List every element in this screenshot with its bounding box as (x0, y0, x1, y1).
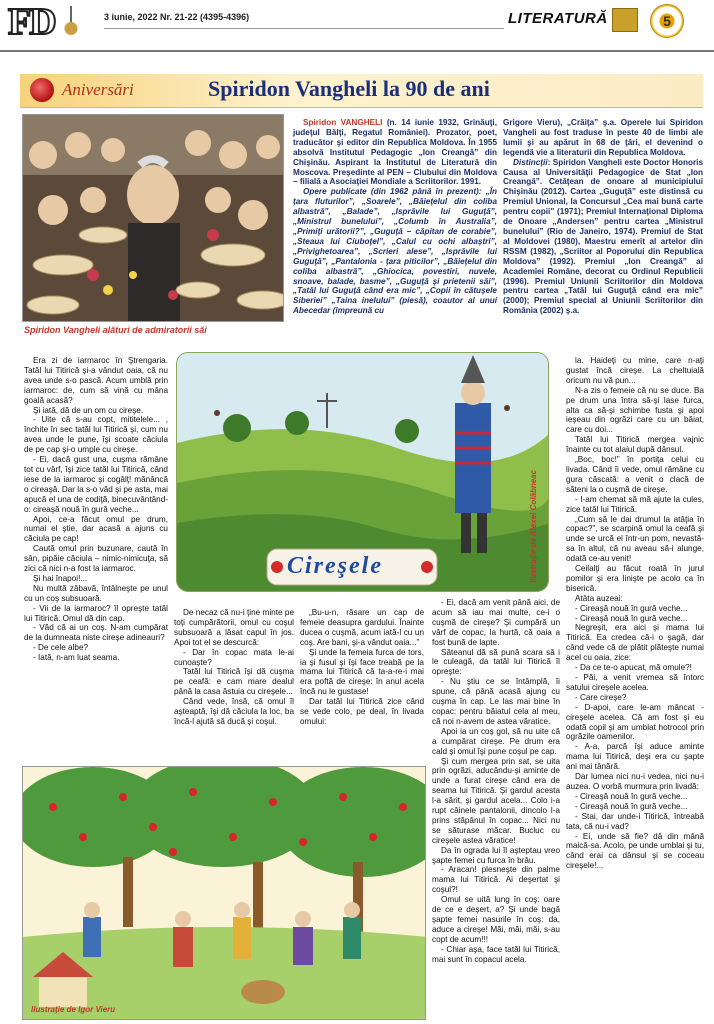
story-paragraph: Omul se uită lung în coş: oare de ce e deşert, a? Şi unde bagă şapte femei nasurile în coş: da, aduce a cireşe! Măi, măi, măi, s-au copt de acum!!! (432, 895, 560, 944)
story-paragraph: - Nu ştiu ce se întâmplă, îi spune, că până acasă ajung cu cuşma în cap. Le las mai bine în copac: pentru băiatul cela al meu, că noi n-avem de astea văratice. (432, 677, 560, 726)
story-paragraph: - Văd că ai un coş. N-am cumpărat de la dumneata niste cireşe adineauri? (24, 623, 168, 643)
awards-label: Distincţii (513, 157, 548, 167)
story-column-1 (24, 356, 168, 760)
ink-drop-icon (64, 6, 78, 36)
story-paragraph: - Cireaşă nouă în gură veche... (575, 791, 688, 801)
orchard-illustration (22, 766, 426, 1020)
illustration2-credit: Ilustraţie de Igor Vieru (31, 1005, 116, 1014)
story-paragraph: la. Haideţi cu mine, care n-aţi gustat încă cireşe. La cheltuială oricum nu vă pun... (566, 356, 704, 385)
article-title: Spiridon Vangheli la 90 de ani (208, 76, 490, 101)
story-paragraph: Dar tatăl lui Titirică zice când se vede colo, pe deal, în livada omului: (300, 697, 424, 726)
story-paragraph: Negreşit, era aici şi mama lui Titirică. Ea credea că-i o şagă, dar când vede că de plătit plăteşte numai acel cu oaia, zice: (566, 623, 704, 663)
illustration1-credit: Ilustraţie de Alexei Colâbneac (529, 469, 538, 583)
bio-column-2 (503, 118, 703, 316)
story-paragraph: „Bu-u-n, răsare un cap de femeie deasupra gardului. Înainte ducea o cuşmă, acum iată-l cu un coş. Are bani, şi-a vândut oaia...” (300, 608, 424, 647)
story-paragraph: Da în ograda lui îl aşteptau vreo şapte femei cu furca în brâu. (432, 845, 560, 865)
newspaper-logo: FD (8, 1, 55, 43)
bio-intro: (n. 14 iunie 1932, Grinăuţi, judeţul Bălţi, Regatul României). Prozator, poet, traducător şi editor din Republica Moldova. În 1955 absolvă Institutul Pedagogic „Ion Creangă” din Chişinău. Aspirant la Institutul de Literatură din Moscova. Preşedinte al PEN – Clubului din Moldova – filială a Asociaţiei Mondiale a Scriitorilor. 1991. (293, 118, 497, 187)
story-paragraph: - Păi, a venit vremea să întorc satului cireşele acelea. (566, 673, 704, 692)
story-paragraph: Atâta auzeai: (575, 593, 623, 603)
story-paragraph: - D-apoi, care le-am mâncat - cireşele acelea. Că am fost şi eu odată copil şi am umblat hotrocol prin ogrăzile oamenilor. (566, 702, 704, 742)
story-paragraph: - I-am chemat să mă ajute la cules, zice tatăl lui Titirică. (566, 494, 704, 514)
story-paragraph: Ceilalţi au făcut roată în jurul pomilor şi era linişte pe acolo ca în biserică. (566, 564, 704, 593)
photo-caption: Spiridon Vangheli alături de admiratorii săi (24, 325, 207, 335)
story-paragraph: „Cum să le dai drumul la atâţia în copac?”, se scarpină omul la ceafă şi unde se urcă el într-un pom, nevastă-sa în altul, că nu aveau să-i alunge, odată ce-au venit! (566, 514, 704, 564)
story-paragraph: Caută omul prin buzunare, caută în sân, pipăie căciula – nimic-nimicuţa, să zici că nici n-a fost la iarmaroc. (24, 544, 168, 574)
story-paragraph: Şi unde la femeia furca de tors, ia şi fusul şi îşi face treabă pe la mama lui Titirică că ta-a-re-i mai era poftă de cireşe: în anul acela încă nu le gustase! (300, 647, 424, 697)
story-paragraph: Dar lumea nici nu-i vedea, nici nu-i auzea. O vorbă murmura prin livadă: (566, 772, 704, 791)
illustration-title: Cireşele (287, 553, 383, 579)
story-paragraph: - Uite că s-au copt, mititelele... , închite în sec tatăl lui Titirică şi, cum nu avea unde le pune, îşi scoate căciula de pe cap şi-o umple cu cireşe. (24, 415, 168, 455)
story-paragraph: - A-a, parcă îşi aduce aminte mama lui Titirică, deşi era cu şapte ani mai tânără. (566, 742, 704, 772)
awards-text: : Spiridon Vangheli este Doctor Honoris Causa al Universităţii Pedagogice de Stat „Ion Creangă”. Cetăţean de onoare al municipiului Chişinău (2012). Cartea „Guguţă” este distinsă cu Premiul Unional, la Concursul „Cea mai bună carte pentru copii” (1971); Premiul Internaţional Diploma de Onoare „Andersen” pentru cartea „Ministrul bunelului” (Rio de Janeiro, 1974). Premiul de Stat al Moldovei (1980), Maestru emerit al artelor din RSSM (1982), „Scriitor al Poporului din Republica Moldova” (1992). Premiul „Ion Creangă” al Academiei Române, decorat cu Ordinul Republicii (1996). Premiul Uniunii Scriitorilor din Moldova pentru cartea „Tatăl lui Guguţă când era mic” (2000); Premiul special al Uniunii Scriitorilor din România (2002) ş.a. (503, 157, 703, 316)
crowd-photo-graphic (23, 115, 284, 322)
story-paragraph: De necaz că nu-i ţine minte pe toţi cumpărătorii, omul cu coşul subsuoară a lăsat capul în jos. Apoi tot el se descurcă: (174, 608, 294, 647)
story-paragraph: Săteanul dă să pună scara să i le culeagă, da tatăl lui Titirică îl opreşte: (432, 647, 560, 677)
story-paragraph: - Dar în copac mata le-ai cunoaşte? (174, 647, 294, 667)
story-paragraph: - Ei, dacă gust una, cuşma rămâne tot cu vârf, îşi zice tatăl lui Titirică, când iese de la iarmaroc şi cogâlţ! mănâncă o cireaşă. Dar la s-o văd şi pe asta, mai apucă el una de codiţă, binecuvântând-o: cireaşă nouă în gură veche... (24, 455, 168, 514)
story-paragraph: - Cireaşă nouă în gură veche... (575, 603, 688, 613)
story-paragraph: - Cireaşă nouă în gură veche... (575, 801, 688, 811)
story-paragraph: - Da ce te-o apucat, mă omule?! (575, 663, 692, 673)
story-paragraph: Era zi de iarmaroc în Ştrengaria. Tatăl lui Titirică şi-a vândut oaia, că nu avea unde s-o pască. Acum umblă prin iarmaroc: de, cum să vină cu mâna goală acasă? (24, 356, 168, 405)
story-column-5 (566, 356, 704, 1020)
gold-square-icon (612, 8, 638, 32)
page-number-badge (650, 4, 684, 38)
bio-column-1 (293, 118, 497, 316)
story-paragraph: - Vii de la iarmaroc? îl opreşte tatăl lui Titirică. Omul dă din cap. (24, 603, 168, 623)
issue-date: 3 iunie, 2022 Nr. 21-22 (4395-4396) (104, 12, 250, 22)
story-paragraph: Şi cum mergea prin sat, se uita prin ogrăzi, aducându-şi aminte de unde a furat cireşe când era de seama lui Titirică. Şi gardul acesta l-a sărit, şi gardul acela... Colo i-a rupt câinele pantalonii, dincolo l-a prins stăpânul în copac... Nici nu se săturase măcar. Bucluc cu cireşele astea văratice! (432, 756, 560, 845)
author-name: Spiridon VANGHELI (303, 118, 383, 127)
story-column-4 (432, 598, 560, 1020)
story-paragraph: - Cireaşă nouă în gură veche... (575, 613, 688, 623)
works-list: (din 1962 până în prezent): „În ţara fluturilor”, „Soarele”, „Băieţelul din coliba albastră”, „Balade”, „Isprăvile lui Guguţă”, „Ministrul bunelului”, „Columb în Australia”, „Primiţi urătorii?”, „Guguţă – căpitan de corabie”, „Steaua lui Ciuboţel”, „Calul cu ochi albaştri”, „Privighetoarea”, „Scrieri alese”, „Isprăvile lui Guguţă”, „Pantalonia - ţara piticilor”, „Băieţelul din coliba albastră”, „Ghiocica, povestiri, nuvele, snoave, balade, basme”, „Guguţă şi prietenii săi”, „Tatăl lui Guguţă când era mic”, „Copii în cătuşele Siberiei” „Taina inelului” (piesă), coautor al unui Abecedar (împreună cu (293, 187, 497, 316)
story-paragraph: - Aracan! plesneşte din palme mama lui Titirică. Ai deşertat şi coşul?! (432, 865, 560, 895)
page-number: 5 (663, 13, 671, 29)
works-label: Opere publicate (303, 187, 367, 197)
story-column-2 (174, 608, 294, 762)
cherries-illustration (176, 352, 549, 592)
story-paragraph: Şi iată, dă de un om cu cireşe. (33, 405, 144, 415)
story-paragraph: Când vede, însă, că omul îl aşteaptă, îşi dă căciula la loc, ba încă-l ajută să ducă şi coşul. (174, 697, 294, 726)
story-paragraph: Tatăl lui Titirică mergea vajnic înainte cu tot alaiul după dânsul. (566, 435, 704, 455)
header-rule (104, 28, 504, 29)
article-banner (20, 74, 703, 108)
story-paragraph: Tatăl lui Titirică îşi dă cuşma pe ceafă: e cam mare dealul până la casa ăstuia cu cireşele... (174, 667, 294, 697)
story-paragraph: Nu multă zăbavă, întâlneşte pe unul cu un coş subsuoară. (24, 583, 168, 603)
story-paragraph: - De cele albe? (33, 643, 89, 653)
story-column-3 (300, 608, 424, 762)
story-paragraph: Apoi ia un coş gol, să nu uite că a cumpărat cireşe. Pe drum era cald şi omul îşi pune coşul pe cap. (432, 726, 560, 756)
story-paragraph: - Ei, dacă am venit până aici, de acum să iau mai multe, ce-i o cuşmă de cireşe? Şi cumpără un vârf de copac, la hurtă, că oaia a fost bună de lapte. (432, 598, 560, 647)
author-photo (22, 114, 284, 322)
page-header (0, 0, 714, 52)
story-paragraph: Apoi, ce-a făcut omul pe drum, numai el ştie, dar acasă a ajuns cu căciula pe cap! (24, 514, 168, 544)
story-paragraph: - Stai, dar unde-i Titirică, întreabă tata, că nu-i vad? (566, 811, 704, 831)
story-paragraph: N-a zis o femeie că nu se duce. Ba pe drum una întra să-şi lase furca, alta ca să-şi schimbe fusta şi apoi ieşeau din ogrăzi care cu un băiat, care cu doi... (566, 385, 704, 435)
story-paragraph: Şi hai înapoi!... (33, 573, 88, 583)
rose-icon (30, 78, 54, 102)
story-paragraph: - Iată, n-am luat seama. (33, 653, 120, 663)
section-title: LITERATURĂ (508, 10, 608, 27)
story-paragraph: „Boc, boc!” în portiţa celui cu livada. Când îi vede, omul rămâne cu gura căscată: a venit o clacă de săteni la o cuşmă de cireşe. (566, 455, 704, 494)
article-category: Aniversări (62, 80, 134, 99)
story-paragraph: - Chiar aşa, face tatăl lui Titirică, mai sunt în copacul acela. (432, 944, 560, 964)
bio-translations: Grigore Vieru), „Crăiţa” ş.a. Operele lui Spiridon Vangheli au fost traduse în peste 40 de limbi ale lumii şi au apărut în 68 de ţări, el devenind o legendă vie a literaturii din Republica Moldova. (503, 118, 703, 157)
story-paragraph: - Ei, unde să fie? dă din mână maică-sa. Acolo, pe unde umblai şi tu, când erai ca dânsul şi se coceau cireşele!... (566, 831, 704, 871)
story-paragraph: - Care cireşe? (575, 692, 627, 702)
orchard-graphic (23, 767, 426, 1020)
